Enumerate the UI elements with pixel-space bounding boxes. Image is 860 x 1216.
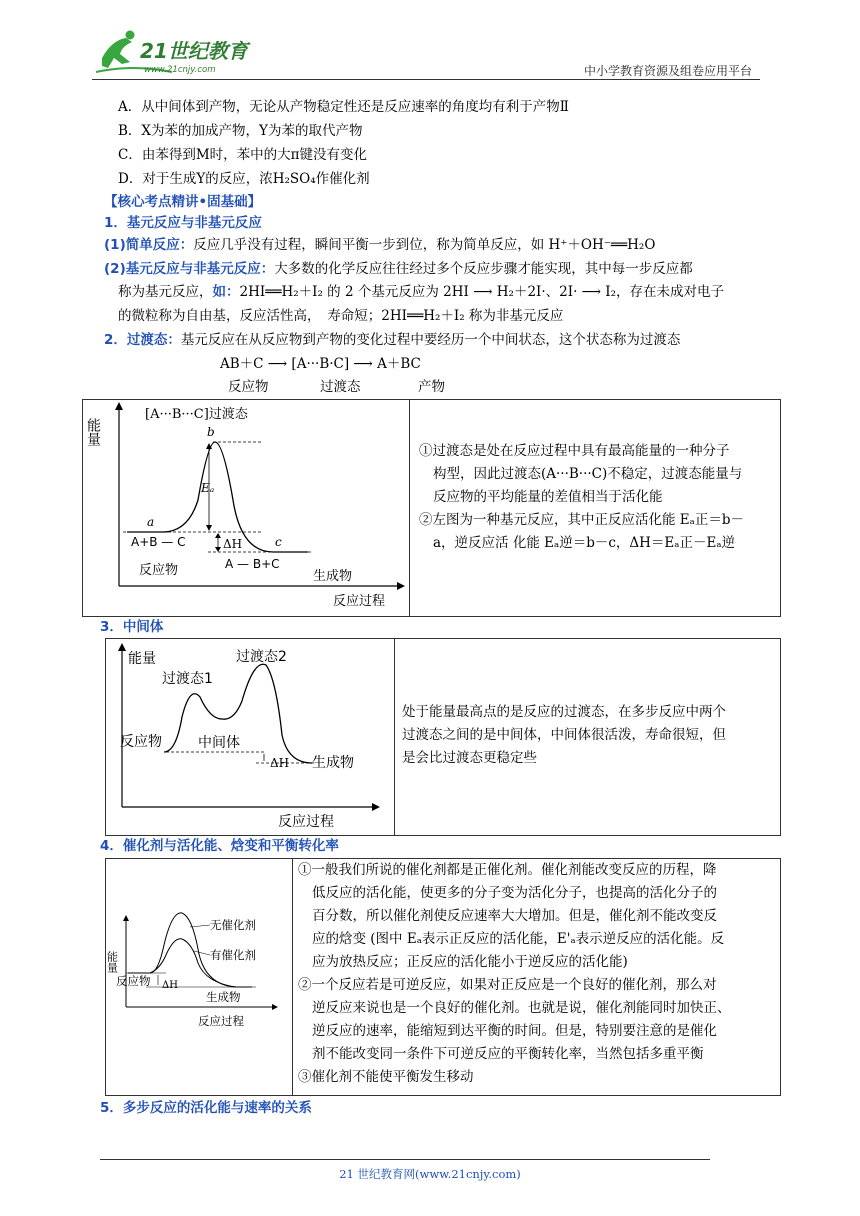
- s2-label: 2．过渡态：: [104, 332, 181, 348]
- s3-intermediate: 中间体: [198, 735, 240, 751]
- s2-product-formula: A — B+C: [225, 557, 280, 571]
- s4-note-7: 逆反应来说也是一个良好的催化剂。也就是说，催化剂能同时加快正、: [312, 1000, 731, 1016]
- s3-xlabel: 反应过程: [278, 814, 334, 830]
- s4-reactant: 反应物: [116, 974, 151, 988]
- s4-note-2: 低反应的活化能，使更多的分子变为活化分子，也提高的活化分子的: [312, 885, 717, 901]
- s2-table: [82, 399, 781, 617]
- s4-table: [105, 858, 781, 1096]
- s2-intro: [104, 330, 680, 350]
- s2-dh-label: ΔH: [223, 537, 243, 551]
- header-platform-text: 中小学教育资源及组卷应用平台: [583, 64, 752, 78]
- s2-xlabel: 反应过程: [333, 594, 386, 609]
- s2-note-5: a，逆反应活 化能 Eₐ逆＝b－c，ΔH＝Eₐ正－Eₐ逆: [433, 535, 736, 551]
- s3-dh: ΔH: [270, 756, 290, 770]
- s2-note-1: ①过渡态是处在反应过程中具有最高能量的一种分子: [419, 443, 730, 459]
- s3-table-divider: [394, 639, 395, 835]
- s1-p1-text: 反应几乎没有过程，瞬间平衡一步到位，称为简单反应，如 H⁺＋OH⁻══H₂O: [193, 237, 656, 253]
- logo-text: 21世纪教育: [140, 39, 248, 63]
- s3-ylabel: 能量: [128, 651, 156, 667]
- s4-note-10: ③催化剂不能使平衡发生移动: [298, 1069, 474, 1085]
- s2-reactant-formula: A+B — C: [131, 535, 186, 549]
- option-d: D．对于生成Y的反应，浓H₂SO₄作催化剂: [118, 171, 370, 187]
- s2-energy-diagram: [83, 400, 409, 616]
- option-a: A．从中间体到产物，无论从产物稳定性还是反应速率的角度均有利于产物Ⅱ: [118, 99, 569, 115]
- s1-p2-line3: 的微粒称为自由基，反应活性高， 寿命短；2HI══H₂＋I₂ 称为非基元反应: [118, 308, 564, 324]
- s2-b-label: b: [207, 425, 215, 439]
- s4-product: 生成物: [206, 990, 241, 1004]
- s4-note-4: 应的焓变 (图中 Eₐ表示正反应的活化能，E'ₐ表示逆反应的活化能。反: [312, 931, 725, 947]
- s3-ts1: 过渡态1: [162, 671, 213, 687]
- option-b: B．X为苯的加成产物，Y为苯的取代产物: [118, 123, 363, 139]
- s4-no-cat: 无催化剂: [210, 918, 256, 932]
- s2-c-label: c: [275, 535, 282, 549]
- s4-table-divider: [292, 859, 293, 1095]
- s2-ylabel: 能量: [85, 418, 101, 446]
- s1-title: 1．基元反应与非基元反应: [104, 215, 262, 231]
- s4-xlabel: 反应过程: [198, 1014, 244, 1028]
- s4-dh: ΔH: [162, 980, 178, 991]
- s4-note-8: 逆反应的速率，能缩短到达平衡的时间。但是，特别要注意的是催化: [312, 1023, 717, 1039]
- option-c: C．由苯得到M时，苯中的大π键没有变化: [118, 147, 368, 163]
- s4-with-cat: 有催化剂: [210, 948, 256, 962]
- s2-reactant-label: 反应物: [139, 563, 179, 578]
- s3-note-2: 过渡态之间的是中间体，中间体很活泼，寿命很短，但: [402, 727, 726, 743]
- s1-p2-line2b: 2HI══H₂＋I₂ 的 2 个基元反应为 2HI ⟶ H₂＋2I·、2I· ⟶ I₂，存在未成对电子: [239, 284, 725, 300]
- s4-energy-diagram: [106, 859, 292, 1095]
- footer-link[interactable]: 21 世纪教育网(www.21cnjy.com): [339, 1167, 521, 1181]
- s2-note-3: 反应物的平均能量的差值相当于活化能: [433, 489, 663, 505]
- s3-table: [105, 638, 781, 836]
- s1-p2-line2a: 称为基元反应，: [118, 284, 213, 300]
- footer-divider: [100, 1159, 710, 1160]
- s4-title: 4．催化剂与活化能、焓变和平衡转化率: [100, 838, 339, 854]
- s5-title: 5．多步反应的活化能与速率的关系: [100, 1100, 312, 1116]
- s3-energy-diagram: [106, 639, 394, 835]
- header-divider: [92, 79, 760, 80]
- s4-note-9: 剂不能改变同一条件下可逆反应的平衡转化率，当然包括多重平衡: [312, 1046, 704, 1062]
- s2-ts-label: [A···B···C]过渡态: [145, 407, 248, 422]
- s2-ea-label: Eₐ: [201, 481, 215, 495]
- s2-note-4: ②左图为一种基元反应，其中正反应活化能 Eₐ正＝b－: [419, 512, 744, 528]
- s1-p2-line2: [118, 282, 724, 302]
- s3-reactant: 反应物: [120, 734, 162, 750]
- s1-p2-ru: 如：: [212, 284, 240, 300]
- s2-eq-label-product: 产物: [418, 379, 445, 395]
- s2-text: 基元反应在从反应物到产物的变化过程中要经历一个中间状态，这个状态称为过渡态: [180, 332, 681, 348]
- section-title: 【核心考点精讲•固基础】: [104, 194, 262, 210]
- s4-note-1: ①一般我们所说的催化剂都是正催化剂。催化剂能改变反应的历程，降: [298, 862, 717, 878]
- logo-url-text: www.21cnjy.com: [144, 65, 216, 75]
- s3-note-3: 是会比过渡态更稳定些: [402, 750, 537, 766]
- s3-ts2: 过渡态2: [236, 649, 287, 665]
- s2-a-label: a: [147, 515, 155, 529]
- s4-note-6: ②一个反应若是可逆反应，如果对正反应是一个良好的催化剂，那么对: [298, 977, 717, 993]
- s1-p2-label: (2)基元反应与非基元反应：: [104, 261, 275, 277]
- s1-p2-text: 大多数的化学反应往往经过多个反应步骤才能实现，其中每一步反应都: [274, 261, 693, 277]
- s1-p1-label: (1)简单反应：: [104, 237, 194, 253]
- s3-title: 3．中间体: [100, 619, 164, 635]
- s3-note-1: 处于能量最高点的是反应的过渡态，在多步反应中两个: [402, 704, 726, 720]
- s2-table-divider: [409, 400, 410, 616]
- site-logo[interactable]: [92, 28, 262, 78]
- s4-note-3: 百分数，所以催化剂使反应速率大大增加。但是，催化剂不能改变反: [312, 908, 717, 924]
- s2-product-label: 生成物: [313, 569, 353, 584]
- s2-eq-label-reactant: 反应物: [228, 379, 269, 395]
- s3-product: 生成物: [312, 755, 354, 771]
- s1-p1: [104, 235, 655, 255]
- s4-ylabel: 能量: [106, 951, 119, 973]
- s2-equation: AB＋C ⟶ [A···B·C] ⟶ A＋BC: [220, 356, 421, 372]
- s1-p2: [104, 259, 693, 279]
- s2-eq-label-ts: 过渡态: [320, 379, 361, 395]
- runner-logo-icon: [92, 28, 262, 78]
- s4-note-5: 应为放热反应；正反应的活化能小于逆反应的活化能): [312, 954, 628, 970]
- s2-note-2: 构型，因此过渡态(A···B···C)不稳定，过渡态能量与: [433, 466, 743, 482]
